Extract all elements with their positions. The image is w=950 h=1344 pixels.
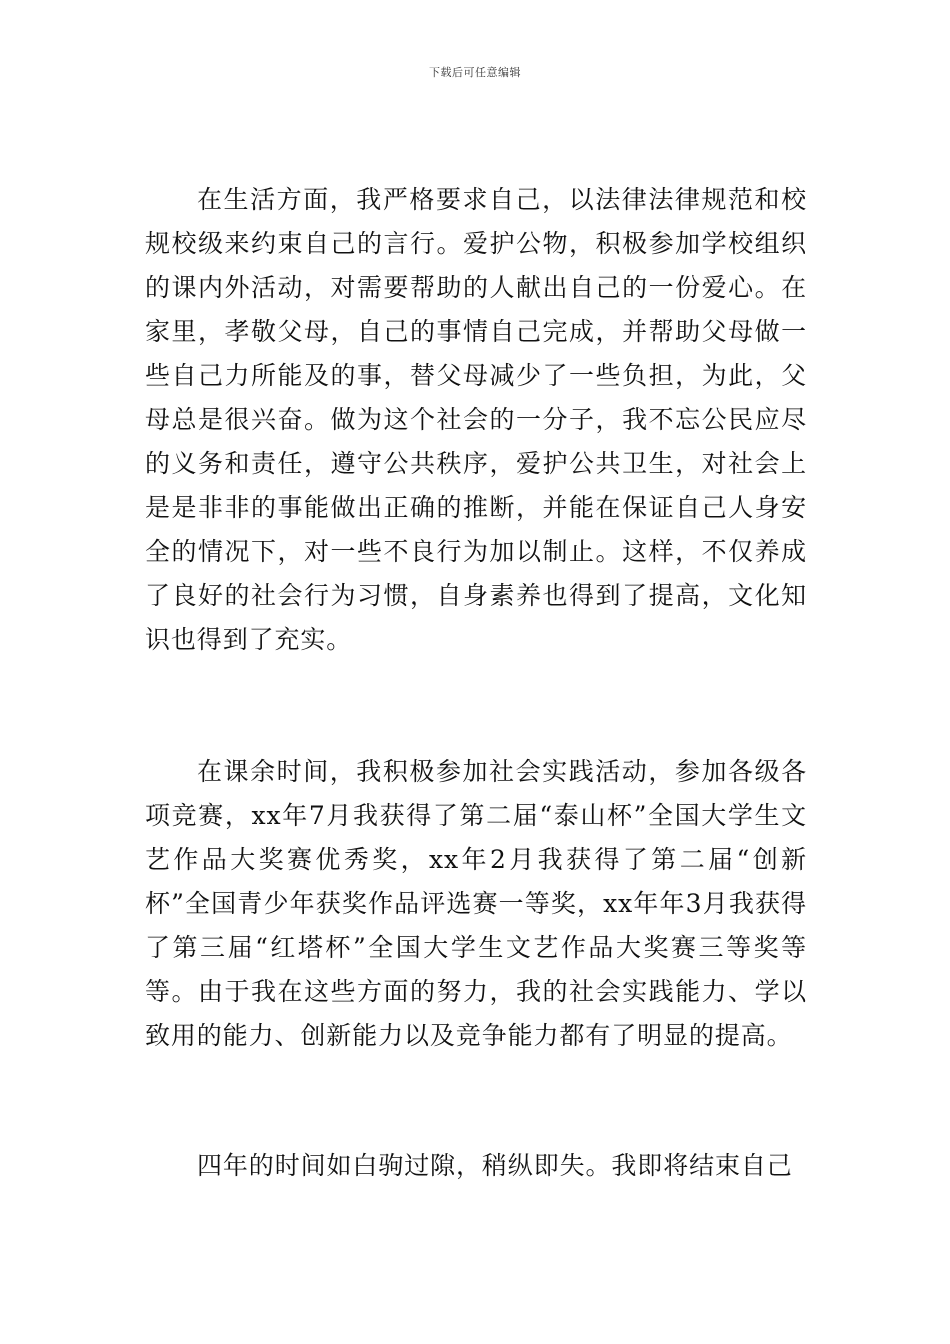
paragraph-conclusion: 四年的时间如白驹过隙，稍纵即失。我即将结束自己 xyxy=(197,1151,793,1180)
document-body xyxy=(145,178,807,1188)
paragraph-practice: 在课余时间，我积极参加社会实践活动，参加各级各项竞赛，xx年7月我获得了第二届“泰山杯”全国大学生文艺作品大奖赛优秀奖，xx年2月我获得了第二届“创新杯”全国青少年获奖作品评选赛一等奖，xx年年3月我获得了第三届“红塔杯”全国大学生文艺作品大奖赛三等奖等等。由于我在这些方面的努力，我的社会实践能力、学以致用的能力、创新能力以及竞争能力都有了明显的提高。 xyxy=(145,757,807,1050)
paragraph-life: 在生活方面，我严格要求自己，以法律法律规范和校规校级来约束自己的言行。爱护公物，积极参加学校组织的课内外活动，对需要帮助的人献出自己的一份爱心。在家里，孝敬父母，自己的事情自己完成，并帮助父母做一些自己力所能及的事，替父母减少了一些负担，为此，父母总是很兴奋。做为这个社会的一分子，我不忘公民应尽的义务和责任，遵守公共秩序，爱护公共卫生，对社会上是是非非的事能做出正确的推断，并能在保证自己人身安全的情况下，对一些不良行为加以制止。这样，不仅养成了良好的社会行为习惯，自身素养也得到了提高，文化知识也得到了充实。 xyxy=(145,185,807,654)
page-header: 下载后可任意编辑 xyxy=(429,66,521,79)
